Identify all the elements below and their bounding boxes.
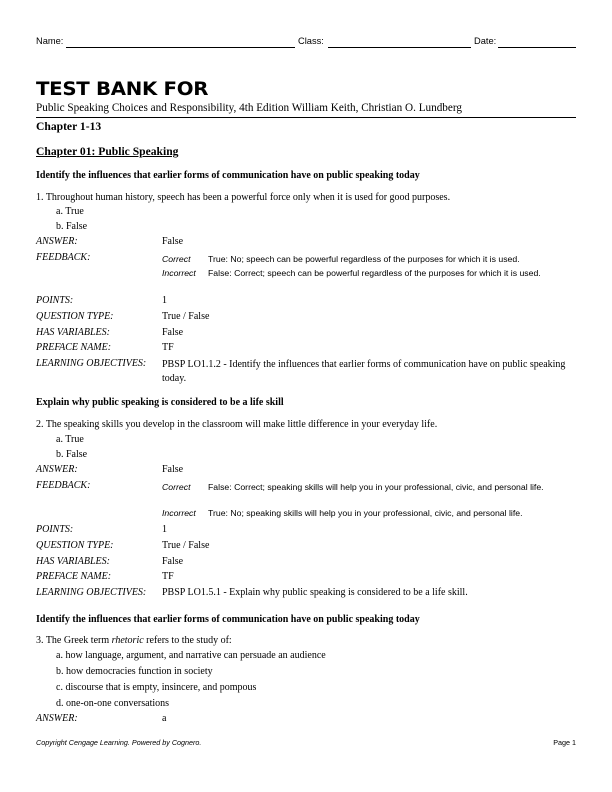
points-value: 1 (162, 524, 167, 535)
question-type-label: QUESTION TYPE: (36, 540, 114, 551)
page-number: Page 1 (553, 738, 576, 747)
answer-option: a. True (56, 206, 84, 217)
learning-objectives-label: LEARNING OBJECTIVES: (36, 587, 147, 598)
topic-heading: Identify the influences that earlier forms of communication have on public speaking today (36, 170, 420, 181)
class-blank (328, 47, 471, 48)
answer-option: a. how language, argument, and narrative can persuade an audience (56, 650, 326, 661)
date-label: Date: (474, 36, 497, 46)
points-value: 1 (162, 295, 167, 306)
student-info-header (36, 36, 576, 50)
name-blank (66, 47, 295, 48)
learning-objectives-label: LEARNING OBJECTIVES: (36, 358, 147, 369)
feedback-key: Incorrect (162, 268, 196, 278)
stem-suffix: refers to the study of: (143, 635, 232, 646)
learning-objectives-value: PBSP LO1.1.2 - Identify the influences that earlier forms of communication have on public speaking today. (162, 359, 566, 384)
feedback-label: FEEDBACK: (36, 480, 91, 491)
topic-heading: Identify the influences that earlier forms of communication have on public speaking today (36, 614, 420, 625)
feedback-text: True: No; speech can be powerful regardless of the purposes for which it is used. (208, 254, 520, 264)
answer-option: b. False (56, 221, 88, 232)
points-label: POINTS: (36, 524, 74, 535)
feedback-text: False: Correct; speaking skills will help you in your professional, civic, and personal life. (208, 482, 544, 492)
answer-value: a (162, 713, 167, 724)
question-type-value: True / False (162, 311, 210, 322)
answer-label: ANSWER: (36, 464, 78, 475)
question-stem: 1. Throughout human history, speech has been a powerful force only when it is used for good purposes. (36, 192, 451, 203)
class-label: Class: (298, 36, 324, 46)
has-variables-label: HAS VARIABLES: (36, 556, 110, 567)
answer-value: False (162, 236, 184, 247)
document-title: TEST BANK FOR (36, 78, 209, 100)
topic-heading: Explain why public speaking is considered to be a life skill (36, 397, 284, 408)
book-subtitle: Public Speaking Choices and Responsibility, 4th Edition William Keith, Christian O. Lundberg (36, 102, 462, 114)
preface-name-value: TF (162, 342, 174, 353)
preface-name-label: PREFACE NAME: (36, 342, 112, 353)
has-variables-label: HAS VARIABLES: (36, 327, 110, 338)
answer-label: ANSWER: (36, 713, 78, 724)
feedback-key: Correct (162, 254, 191, 264)
title-divider (36, 117, 576, 118)
answer-option: b. how democracies function in society (56, 666, 213, 677)
question-type-value: True / False (162, 540, 210, 551)
answer-option: c. discourse that is empty, insincere, and pompous (56, 682, 257, 693)
question-stem: 2. The speaking skills you develop in the classroom will make little difference in your everyday life. (36, 419, 438, 430)
chapter-range: Chapter 1-13 (36, 120, 102, 133)
answer-value: False (162, 464, 184, 475)
name-label: Name: (36, 36, 64, 46)
answer-option: a. True (56, 434, 84, 445)
feedback-key: Incorrect (162, 508, 196, 518)
points-label: POINTS: (36, 295, 74, 306)
answer-label: ANSWER: (36, 236, 78, 247)
stem-term: rhetoric (111, 635, 144, 646)
feedback-key: Correct (162, 482, 191, 492)
preface-name-value: TF (162, 571, 174, 582)
has-variables-value: False (162, 556, 184, 567)
has-variables-value: False (162, 327, 184, 338)
feedback-text: False: Correct; speech can be powerful regardless of the purposes for which it is used. (208, 268, 541, 278)
learning-objectives-value: PBSP LO1.5.1 - Explain why public speaking is considered to be a life skill. (162, 587, 468, 598)
copyright-footer: Copyright Cengage Learning. Powered by Cognero. (36, 738, 202, 747)
stem-prefix: 3. The Greek term (36, 635, 112, 646)
question-type-label: QUESTION TYPE: (36, 311, 114, 322)
feedback-text: True: No; speaking skills will help you in your professional, civic, and personal life. (208, 508, 523, 518)
answer-option: d. one-on-one conversations (56, 698, 170, 709)
chapter-heading: Chapter 01: Public Speaking (36, 145, 179, 158)
answer-option: b. False (56, 449, 88, 460)
preface-name-label: PREFACE NAME: (36, 571, 112, 582)
question-stem (36, 635, 232, 646)
feedback-label: FEEDBACK: (36, 252, 91, 263)
date-blank (498, 47, 576, 48)
